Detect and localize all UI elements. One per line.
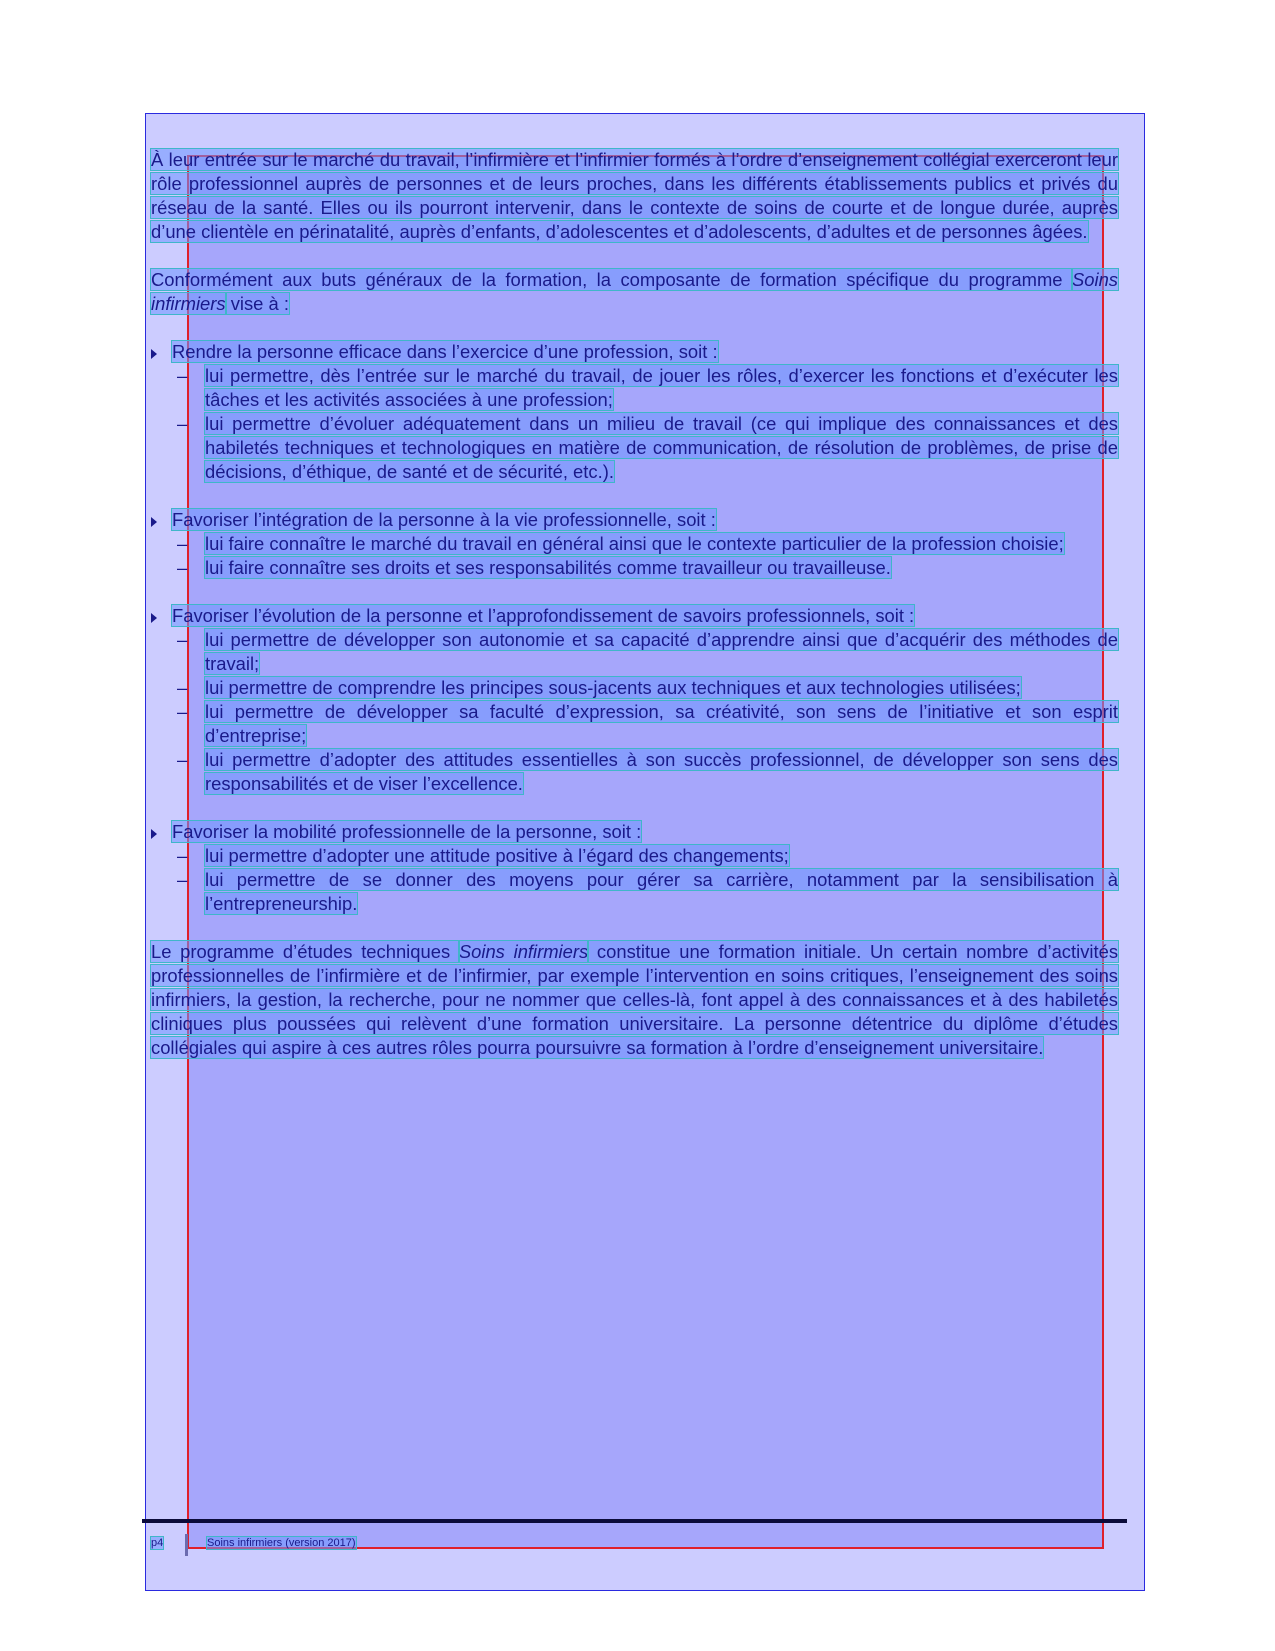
triangle-bullet-icon [151, 517, 157, 527]
goal-item [151, 676, 1118, 700]
closing-program: Soins infirmiers [458, 941, 589, 962]
intro-text: À leur entrée sur le marché du travail, l’infirmière et l’infirmier formés à l’ordre d’enseignement collégial exerceront leur rôle professionnel auprès de personnes et de leurs proches, dans les différents établissements publics et privés du réseau de la santé. Elles ou ils pourront intervenir, dans le contexte de soins de courte et de longue durée, auprès d’une clientèle en périnatalité, auprès d’enfants, d’adolescentes et d’adolescents, d’adultes et de personnes âgées. [151, 149, 1118, 242]
goals-intro-after: vise à : [225, 293, 289, 314]
goal-item-text: lui faire connaître ses droits et ses responsabilités comme travailleur ou travailleuse. [205, 557, 891, 578]
dash-bullet-icon: – [177, 413, 188, 434]
goal-heading [151, 508, 1118, 532]
intro-paragraph [151, 148, 1118, 244]
triangle-bullet-icon [151, 613, 157, 623]
goals-intro-program: Soins infirmiers [151, 269, 1118, 314]
goal-item [151, 532, 1118, 556]
goal-item-text: lui permettre d’adopter une attitude positive à l’égard des changements; [205, 845, 789, 866]
goal-item-text: lui permettre de se donner des moyens pour gérer sa carrière, notamment par la sensibilisation à l’entrepreneurship. [205, 869, 1118, 914]
goal-item [151, 364, 1118, 412]
dash-bullet-icon: – [177, 677, 188, 698]
goal-item [151, 412, 1118, 484]
closing-before: Le programme d’études techniques [151, 941, 459, 962]
goal-label: Favoriser l’intégration de la personne à la vie professionnelle, soit : [172, 509, 716, 530]
dash-bullet-icon: – [177, 749, 188, 770]
text-cursor [185, 1534, 188, 1556]
goal-label: Rendre la personne efficace dans l’exercice d’une profession, soit : [172, 341, 718, 362]
goal-label: Favoriser l’évolution de la personne et l’approfondissement de savoirs professionnels, soit : [172, 605, 915, 626]
goal-item-text: lui permettre, dès l’entrée sur le marché du travail, de jouer les rôles, d’exercer les fonctions et d’exécuter les tâches et les activités associées à une profession; [205, 365, 1118, 410]
goal-item [151, 700, 1118, 748]
triangle-bullet-icon [151, 349, 157, 359]
goal-label: Favoriser la mobilité professionnelle de la personne, soit : [172, 821, 642, 842]
document-body [151, 148, 1118, 1084]
goal-item [151, 556, 1118, 580]
goal-item [151, 868, 1118, 916]
goals-intro-paragraph [151, 268, 1118, 316]
goal-item [151, 628, 1118, 676]
goal-item-text: lui permettre de développer sa faculté d’expression, sa créativité, son sens de l’initiative et son esprit d’entreprise; [205, 701, 1118, 746]
goal-item-text: lui permettre de développer son autonomie et sa capacité d’apprendre ainsi que d’acquérir des méthodes de travail; [205, 629, 1118, 674]
triangle-bullet-icon [151, 829, 157, 839]
closing-after: constitue une formation initiale. Un certain nombre d’activités professionnelles de l’infirmière et de l’infirmier, par exemple l’intervention en soins critiques, l’enseignement des soins infirmiers, la gestion, la recherche, pour ne nommer que celles-là, font appel à des connaissances et à des habiletés cliniques plus poussées qui relèvent d’une formation universitaire. La personne détentrice du diplôme d’études collégiales qui aspire à ces autres rôles pourra poursuivre sa formation à l’ordre d’enseignement universitaire. [151, 941, 1119, 1058]
dash-bullet-icon: – [177, 557, 188, 578]
goal-item-text: lui permettre d’évoluer adéquatement dans un milieu de travail (ce qui implique des connaissances et des habiletés techniques et technologiques en matière de communication, de résolution de problèmes, de prise de décisions, d’éthique, de santé et de sécurité, etc.). [205, 413, 1118, 482]
page-number: p4 [151, 1537, 164, 1549]
goal-heading [151, 820, 1118, 844]
footer-title: Soins infirmiers (version 2017) [207, 1537, 356, 1549]
page-footer [151, 1537, 356, 1549]
goal-item [151, 844, 1118, 868]
goal-item-text: lui permettre de comprendre les principes sous-jacents aux techniques et aux technologies utilisées; [205, 677, 1021, 698]
dash-bullet-icon: – [177, 845, 188, 866]
dash-bullet-icon: – [177, 869, 188, 890]
dash-bullet-icon: – [177, 533, 188, 554]
goal-group-4 [151, 820, 1118, 916]
goal-heading [151, 340, 1118, 364]
dash-bullet-icon: – [177, 365, 188, 386]
dash-bullet-icon: – [177, 701, 188, 722]
goal-item-text: lui faire connaître le marché du travail en général ainsi que le contexte particulier de la profession choisie; [205, 533, 1064, 554]
goal-item-text: lui permettre d’adopter des attitudes essentielles à son succès professionnel, de développer son sens des responsabilités et de viser l’excellence. [205, 749, 1118, 794]
goals-intro-before: Conformément aux buts généraux de la formation, la composante de formation spécifique du programme [151, 269, 1072, 290]
goal-group-1 [151, 340, 1118, 484]
goal-group-3 [151, 604, 1118, 796]
dash-bullet-icon: – [177, 629, 188, 650]
goal-group-2 [151, 508, 1118, 580]
closing-paragraph [151, 940, 1118, 1060]
goal-heading [151, 604, 1118, 628]
footer-rule [142, 1519, 1127, 1523]
goal-item [151, 748, 1118, 796]
